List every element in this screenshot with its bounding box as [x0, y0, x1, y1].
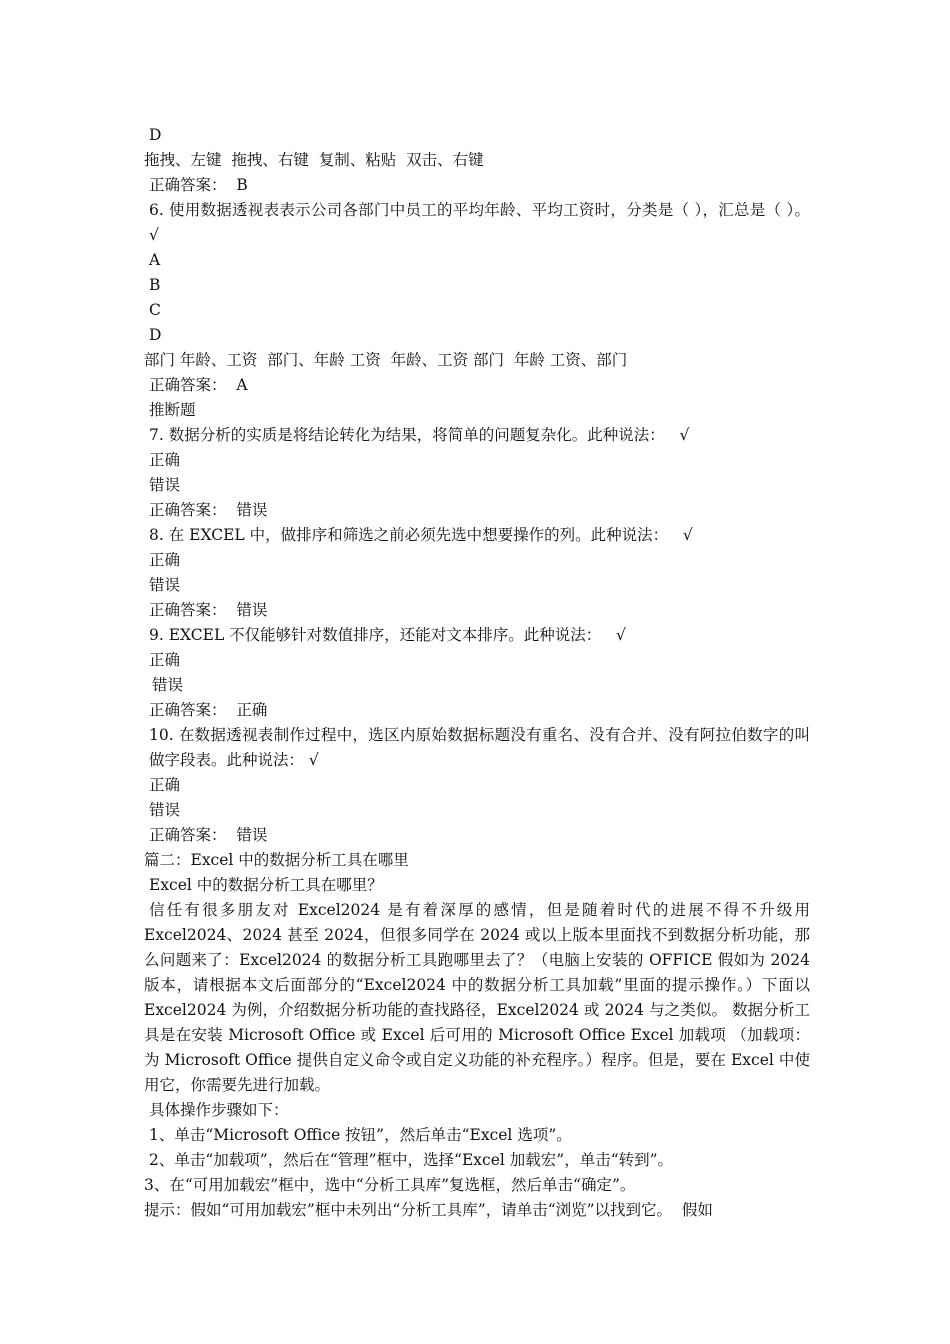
lines-line: B: [149, 276, 161, 294]
lines-line: C: [149, 301, 161, 319]
lines-line: 9. EXCEL 不仅能够针对数值排序，还能对文本排序。此种说法： √: [149, 626, 626, 644]
steps-line: 具体操作步骤如下：: [149, 1101, 289, 1119]
lines-line: 正确答案： 正确: [149, 701, 268, 719]
lines-line: 正确: [149, 776, 181, 794]
lines-line: 正确答案： 错误: [149, 501, 268, 519]
lines-line: 正确: [149, 551, 181, 569]
section-paragraph: 信任有很多朋友对 Excel2024 是有着深厚的感情，但是随着时代的进展不得不升级用 Excel2024、2024 甚至 2024，但很多同学在 2024 或以上版本里面找不到数据分析功能，那么问题来了：Excel2024 的数据分析工具跑哪里去了？（电脑上安装的 OFFICE 假如为 2024 版本，请根据本文后面部分的“Excel2024 中的数据分析工具加载”里面的提示操作。）下面以 Excel2024 为例，介绍数据分析功能的查找路径，Excel2024 或 2024 与之类似。 数据分析工具是在安装 Microsoft Office 或 Excel 后可用的 Microsoft Office Excel 加载项 （加载项：为 Microsoft Office 提供自定义命令或自定义功能的补充程序。）程序。但是，要在 Excel 中使用它，你需要先进行加载。: [144, 901, 810, 1094]
lines-line: A: [149, 251, 161, 269]
lines-line: 正确答案： A: [149, 376, 248, 394]
lines-line: 正确答案： 错误: [149, 826, 268, 844]
lines-line: 部门 年龄、工资 部门、年龄 工资 年龄、工资 部门 年龄 工资、部门: [144, 351, 628, 369]
lines-line: 推断题: [149, 401, 196, 419]
lines-line: D: [149, 326, 162, 344]
lines-line: 正确: [149, 651, 181, 669]
lines-line: 拖拽、左键 拖拽、右键 复制、粘贴 双击、右键: [144, 151, 484, 169]
lines-line: 正确答案： 错误: [149, 601, 268, 619]
lines-line: 错误: [152, 676, 184, 694]
lines-line: 正确答案： B: [149, 176, 248, 194]
lines-line: 错误: [149, 476, 181, 494]
step-lines: [144, 1098, 810, 1223]
lines-line: 10. 在数据透视表制作过程中，选区内原始数据标题没有重名、没有合并、没有阿拉伯数字的叫做字段表。此种说法： √: [149, 726, 810, 769]
lines-line: 正确: [149, 451, 181, 469]
steps-line: 提示：假如“可用加载宏”框中未列出“分析工具库”，请单击“浏览”以找到它。 假如: [144, 1201, 713, 1219]
question-lines: [144, 123, 810, 898]
steps-line: 1、单击“Microsoft Office 按钮”，然后单击“Excel 选项”。: [149, 1126, 572, 1144]
lines-line: Excel 中的数据分析工具在哪里？: [149, 876, 383, 894]
lines-line: 错误: [149, 801, 181, 819]
lines-line: 7. 数据分析的实质是将结论转化为结果，将简单的问题复杂化。此种说法： √: [149, 426, 690, 444]
steps-line: 3、在“可用加载宏”框中，选中“分析工具库”复选框，然后单击“确定”。: [144, 1176, 636, 1194]
steps-line: 2、单击“加载项”，然后在“管理”框中，选择“Excel 加载宏”，单击“转到”。: [149, 1151, 674, 1169]
lines-line: 错误: [149, 576, 181, 594]
document-body: [144, 123, 810, 1223]
lines-line: 6. 使用数据透视表表示公司各部门中员工的平均年龄、平均工资时，分类是（ ），汇总是（ ）。 √: [149, 201, 810, 244]
lines-line: 篇二：Excel 中的数据分析工具在哪里: [144, 851, 409, 869]
lines-line: 8. 在 EXCEL 中，做排序和筛选之前必须先选中想要操作的列。此种说法： √: [149, 526, 693, 544]
lines-line: D: [149, 126, 162, 144]
